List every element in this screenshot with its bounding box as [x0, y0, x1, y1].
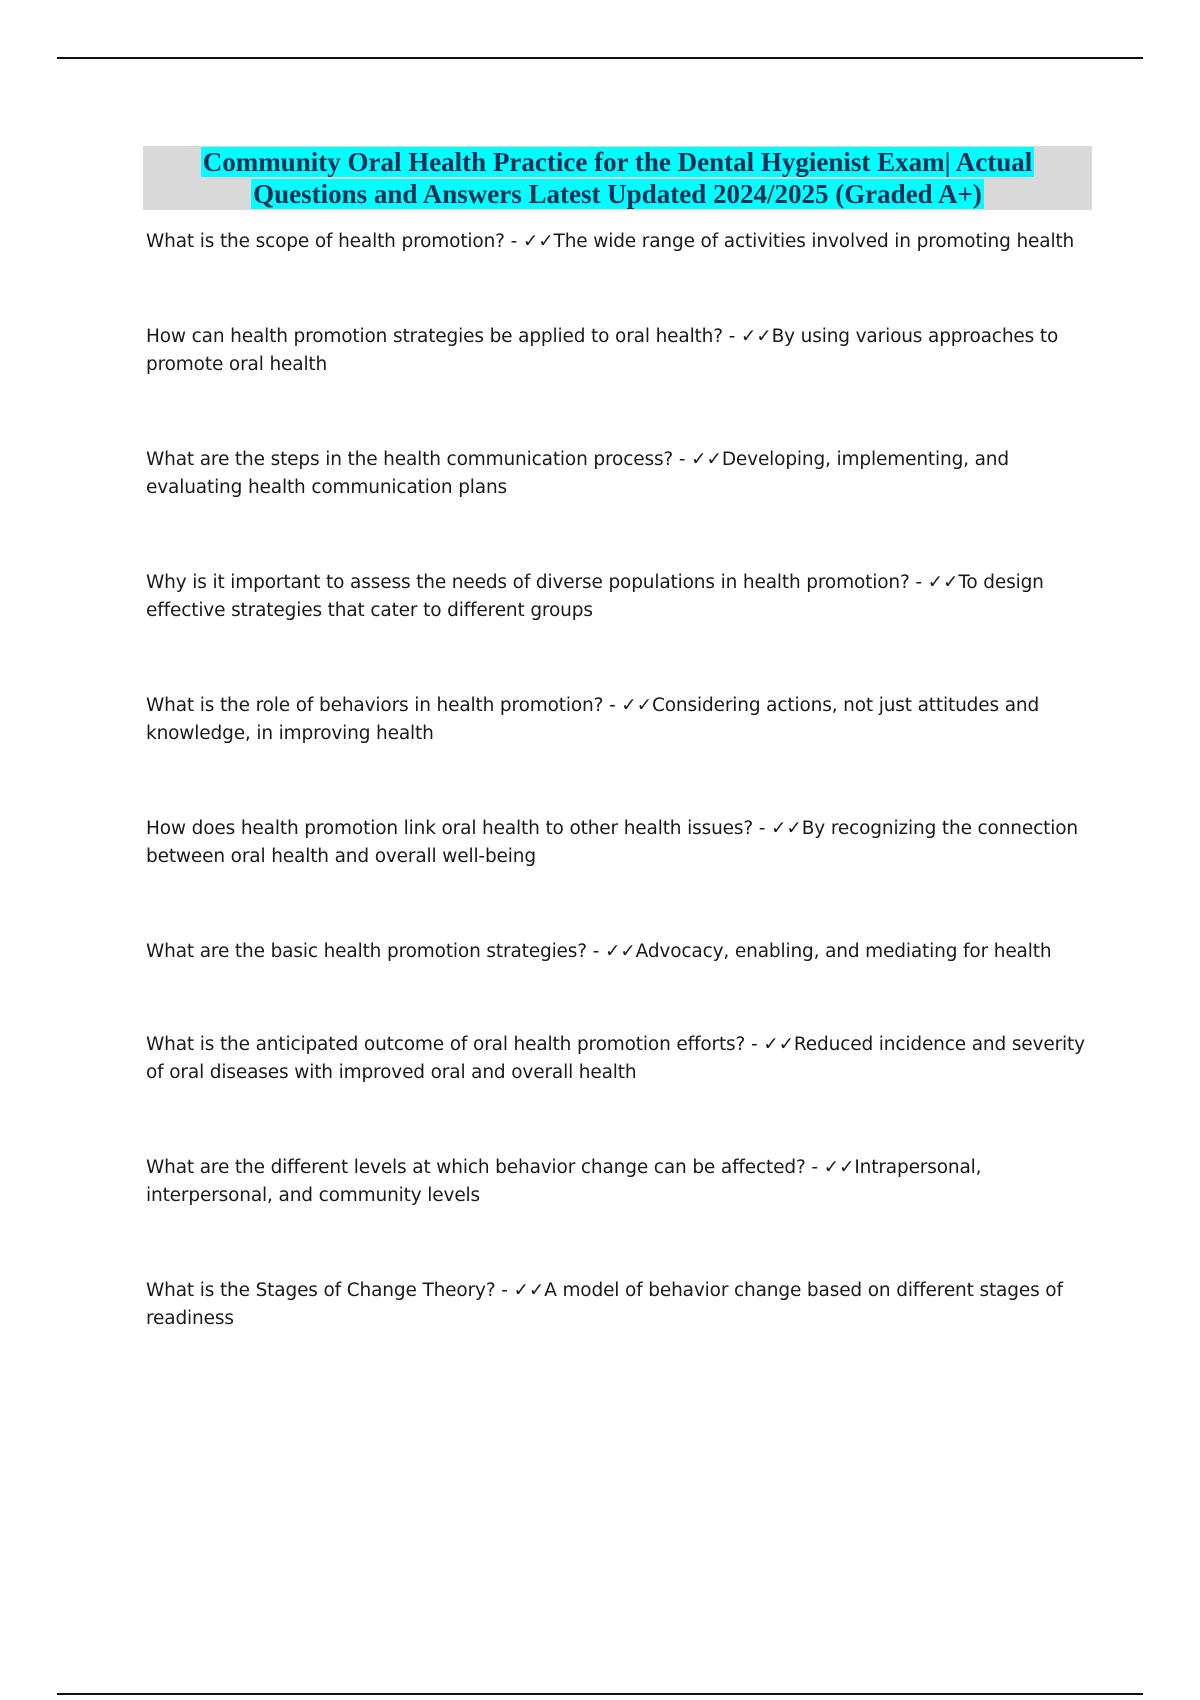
double-check-icon: ✓✓: [513, 1280, 545, 1301]
answer-text: Developing, implementing, and evaluating health communication plans: [146, 449, 1009, 498]
double-check-icon: ✓✓: [522, 231, 554, 252]
separator: -: [722, 326, 741, 347]
bottom-rule: [57, 1693, 1143, 1695]
question-text: What are the steps in the health communication process?: [146, 449, 674, 470]
separator: -: [745, 1034, 764, 1055]
answer-text: By using various approaches to promote oral health: [146, 326, 1059, 375]
question-text: Why is it important to assess the needs of diverse populations in health promotion?: [146, 572, 910, 593]
double-check-icon: ✓✓: [823, 1157, 855, 1178]
separator: -: [586, 941, 605, 962]
qa-item: [146, 692, 1086, 748]
question-text: What is the anticipated outcome of oral health promotion efforts?: [146, 1034, 746, 1055]
separator: -: [753, 818, 772, 839]
qa-item: [146, 815, 1086, 871]
question-text: What is the scope of health promotion?: [146, 231, 505, 252]
qa-item: [146, 323, 1086, 379]
title-line-1: Community Oral Health Practice for the Dental Hygienist Exam| Actual: [202, 147, 1033, 177]
question-text: How does health promotion link oral health to other health issues?: [146, 818, 754, 839]
question-text: How can health promotion strategies be applied to oral health?: [146, 326, 723, 347]
separator: -: [805, 1157, 824, 1178]
answer-text: To design effective strategies that cater to different groups: [146, 572, 1044, 621]
qa-item: [146, 228, 1086, 256]
question-text: What are the different levels at which behavior change can be affected?: [146, 1157, 806, 1178]
double-check-icon: ✓✓: [691, 449, 722, 470]
double-check-icon: ✓✓: [927, 572, 959, 593]
answer-text: A model of behavior change based on different stages of readiness: [146, 1280, 1063, 1329]
separator: -: [673, 449, 692, 470]
qa-item: [146, 569, 1086, 625]
answer-text: Advocacy, enabling, and mediating for health: [635, 941, 1052, 962]
question-text: What are the basic health promotion strategies?: [146, 941, 587, 962]
answer-text: Reduced incidence and severity of oral diseases with improved oral and overall health: [146, 1034, 1085, 1083]
qa-item: [146, 938, 1086, 966]
question-text: What is the Stages of Change Theory?: [146, 1280, 496, 1301]
top-rule: [57, 57, 1143, 59]
double-check-icon: ✓✓: [740, 326, 772, 347]
qa-item: [146, 1154, 1086, 1210]
title-line-2: Questions and Answers Latest Updated 2024/2025 (Graded A+): [253, 179, 982, 209]
qa-item: [146, 1277, 1086, 1333]
qa-item: [146, 446, 1086, 502]
double-check-icon: ✓✓: [621, 695, 652, 716]
document-title: [143, 146, 1092, 210]
separator: -: [504, 231, 523, 252]
answer-text: Intrapersonal, interpersonal, and community levels: [146, 1157, 982, 1206]
separator: -: [909, 572, 928, 593]
double-check-icon: ✓✓: [604, 941, 636, 962]
separator: -: [603, 695, 622, 716]
question-text: What is the role of behaviors in health promotion?: [146, 695, 604, 716]
answer-text: The wide range of activities involved in promoting health: [553, 231, 1075, 252]
answer-text: By recognizing the connection between oral health and overall well-being: [146, 818, 1078, 867]
separator: -: [495, 1280, 514, 1301]
answer-text: Considering actions, not just attitudes and knowledge, in improving health: [146, 695, 1040, 744]
double-check-icon: ✓✓: [763, 1034, 794, 1055]
qa-item: [146, 1031, 1086, 1087]
double-check-icon: ✓✓: [771, 818, 802, 839]
